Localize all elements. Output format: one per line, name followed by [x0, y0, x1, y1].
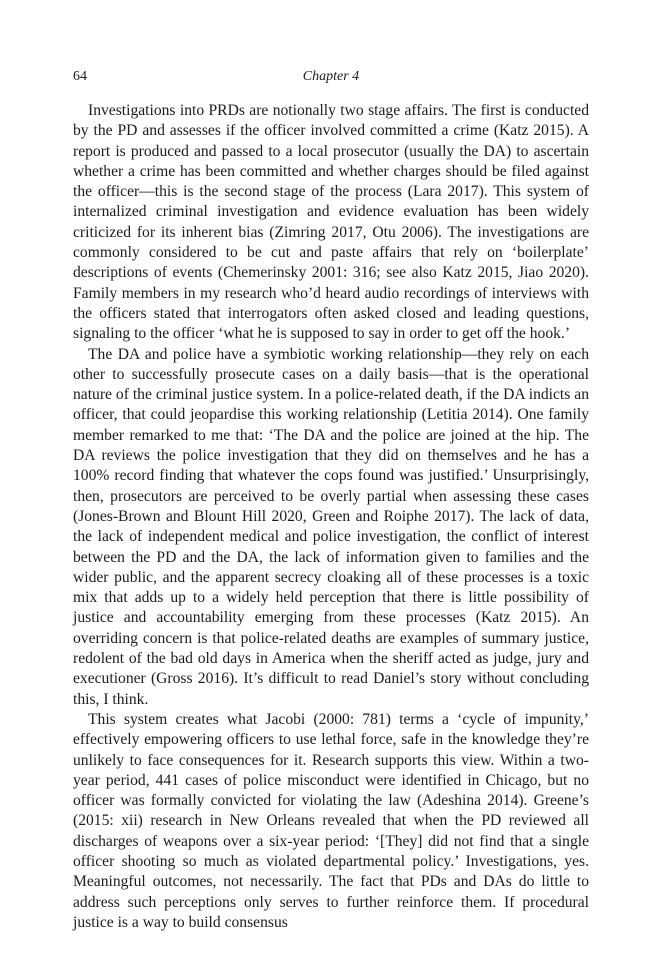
paragraph: The DA and police have a symbiotic working relationship—they rely on each other to successfully prosecute cases on a daily basis—that is the operational nature of the criminal justice system. In a police-related death, if the DA indicts an officer, that could jeopardise this working relationship (Letitia 2014). One family member remarked to me that: ‘The DA and the police are joined at the hip. The DA reviews the police investigation that they did on themselves and he has a 100% record finding that whatever the cops found was justified.’ Unsurprisingly, then, prosecutors are perceived to be overly partial when assessing these cases (Jones-Brown and Blount Hill 2020, Green and Roiphe 2017). The lack of data, the lack of independent medical and police investigation, the conflict of interest between the PD and the DA, the lack of information given to families and the wider public, and the apparent secrecy cloaking all of these processes is a toxic mix that adds up to a widely held perception that there is little possibility of justice and accountability emerging from these processes (Katz 2015). An overriding concern is that police-related deaths are examples of summary justice, redolent of the bad old days in America when the sheriff acted as judge, jury and executioner (Gross 2016). It’s difficult to read Daniel’s story without concluding this, I think. — [73, 345, 589, 708]
body-text — [73, 101, 589, 933]
chapter-title: Chapter 4 — [302, 69, 360, 84]
page-number: 64 — [73, 69, 87, 84]
paragraph: Investigations into PRDs are notionally two stage affairs. The first is conducted by the PD and assesses if the officer involved committed a crime (Katz 2015). A report is produced and passed to a local prosecutor (usually the DA) to ascertain whether a crime has been committed and whether charges should be filed against the officer—this is the second stage of the process (Lara 2017). This system of internalized criminal investigation and evidence evaluation has been widely criticized for its inherent bias (Zimring 2017, Otu 2006). The investigations are commonly considered to be cut and paste affairs that rely on ‘boilerplate’ descriptions of events (Chemerinsky 2001: 316; see also Katz 2015, Jiao 2020). Family members in my research who’d heard audio recordings of interviews with the officers stated that interrogators often asked closed and leading questions, signaling to the officer ‘what he is supposed to say in order to get off the hook.’ — [73, 102, 589, 343]
running-head — [73, 67, 589, 87]
paragraph: This system creates what Jacobi (2000: 781) terms a ‘cycle of impunity,’ effectively empowering officers to use lethal force, safe in the knowledge they’re unlikely to face consequences for it. Research supports this view. Within a two-year period, 441 cases of police misconduct were identified in Chicago, but no officer was formally convicted for violating the law (Adeshina 2014). Greene’s (2015: xii) research in New Orleans revealed that when the PD reviewed all discharges of weapons over a six-year period: ‘[They] did not find that a single officer shooting so much as violated departmental policy.’ Investigations, yes. Meaningful outcomes, not necessarily. The fact that PDs and DAs do little to address such perceptions only serves to further reinforce them. If procedural justice is a way to build consensus — [73, 710, 589, 931]
